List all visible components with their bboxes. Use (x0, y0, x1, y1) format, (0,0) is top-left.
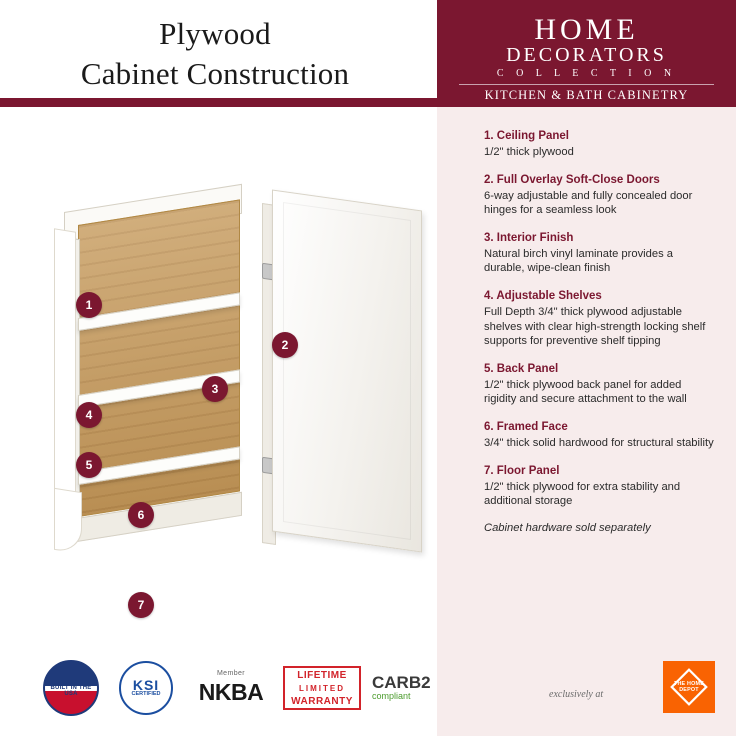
footnote: Cabinet hardware sold separately (484, 521, 651, 534)
feature-item (437, 362, 736, 407)
feature-item (437, 173, 736, 218)
badge-nkba-member: Member (216, 670, 246, 677)
callout-7: 7 (128, 592, 154, 618)
home-depot-logo-text: THE HOME DEPOT (673, 681, 705, 693)
home-depot-logo-inner (671, 669, 707, 705)
badge-limited-warranty (282, 659, 362, 717)
exclusively-at-label: exclusively at (549, 689, 604, 700)
feature-title: 7. Floor Panel (484, 464, 560, 477)
badge-carb-sub: compliant (372, 691, 411, 701)
brand-name-home: HOME (534, 13, 639, 46)
callout-6: 6 (128, 502, 154, 528)
badge-nkba (188, 659, 274, 717)
brand-name-decorators: DECORATORS (506, 44, 667, 66)
feature-title: 2. Full Overlay Soft-Close Doors (484, 173, 660, 186)
ksi-seal-icon (119, 661, 173, 715)
cabinet-diagram (0, 110, 437, 635)
home-depot-logo (663, 661, 715, 713)
badge-warranty-line3: WARRANTY (291, 695, 353, 707)
warranty-box-icon (283, 666, 361, 710)
badge-nkba-name: NKBA (198, 679, 264, 705)
brand-panel (437, 0, 736, 107)
feature-body: Full Depth 3/4" thick plywood adjustable shelves with clear high-strength locking shelf supports for preventive shelf tipping (484, 305, 706, 348)
feature-item (437, 289, 736, 349)
feature-item (437, 420, 736, 451)
cabinet-door-inner-panel (283, 202, 411, 540)
callout-4: 4 (76, 402, 102, 428)
feature-list (437, 107, 736, 736)
callout-3: 3 (202, 376, 228, 402)
brand-divider (459, 84, 714, 85)
feature-body: 1/2" thick plywood for extra stability and additional storage (484, 480, 681, 508)
feature-title: 4. Adjustable Shelves (484, 289, 602, 302)
badge-ksi-label: KSI (132, 676, 160, 693)
certification-badges (0, 645, 437, 736)
cabinet-face-scallop (54, 488, 82, 554)
page-title-line2: Cabinet Construction (80, 56, 350, 91)
feature-body: 1/2" thick plywood (484, 146, 574, 158)
badge-built-in-usa (40, 659, 102, 717)
header-rule (0, 98, 437, 107)
page-title (0, 14, 430, 94)
brand-tagline: KITCHEN & BATH CABINETRY (484, 88, 689, 102)
feature-title: 6. Framed Face (484, 420, 568, 433)
feature-body: 1/2" thick plywood back panel for added rigidity and secure attachment to the wall (484, 378, 687, 406)
feature-title: 1. Ceiling Panel (484, 130, 569, 142)
page-title-line1: Plywood (159, 16, 271, 51)
feature-title: 3. Interior Finish (484, 231, 574, 244)
badge-warranty-line2: LIMITED (299, 683, 345, 693)
usa-flag-icon (43, 660, 99, 716)
feature-title: 5. Back Panel (484, 362, 559, 375)
badge-warranty-line1: LIFETIME (297, 669, 347, 681)
left-header (0, 0, 440, 104)
retailer-zone (437, 645, 736, 736)
feature-body: Natural birch vinyl laminate provides a durable, wipe-clean finish (484, 247, 674, 275)
brand-name-collection: C O L L E C T I O N (496, 68, 677, 79)
feature-item (437, 231, 736, 276)
cabinet-illustration (40, 190, 400, 612)
callout-5: 5 (76, 452, 102, 478)
feature-item (437, 129, 736, 160)
badge-carb-name: CARB2 (372, 673, 431, 692)
badge-ksi-certified (115, 659, 177, 717)
feature-body: 6-way adjustable and fully concealed door hinges for a seamless look (484, 189, 693, 217)
badge-ksi-sub: CERTIFIED (131, 691, 161, 698)
badge-usa-label: BUILT IN THE USA (50, 684, 92, 697)
callout-2: 2 (272, 332, 298, 358)
feature-body: 3/4" thick solid hardwood for structural stability (484, 436, 714, 449)
callout-1: 1 (76, 292, 102, 318)
cabinet-door (272, 189, 422, 552)
feature-item (437, 464, 736, 509)
